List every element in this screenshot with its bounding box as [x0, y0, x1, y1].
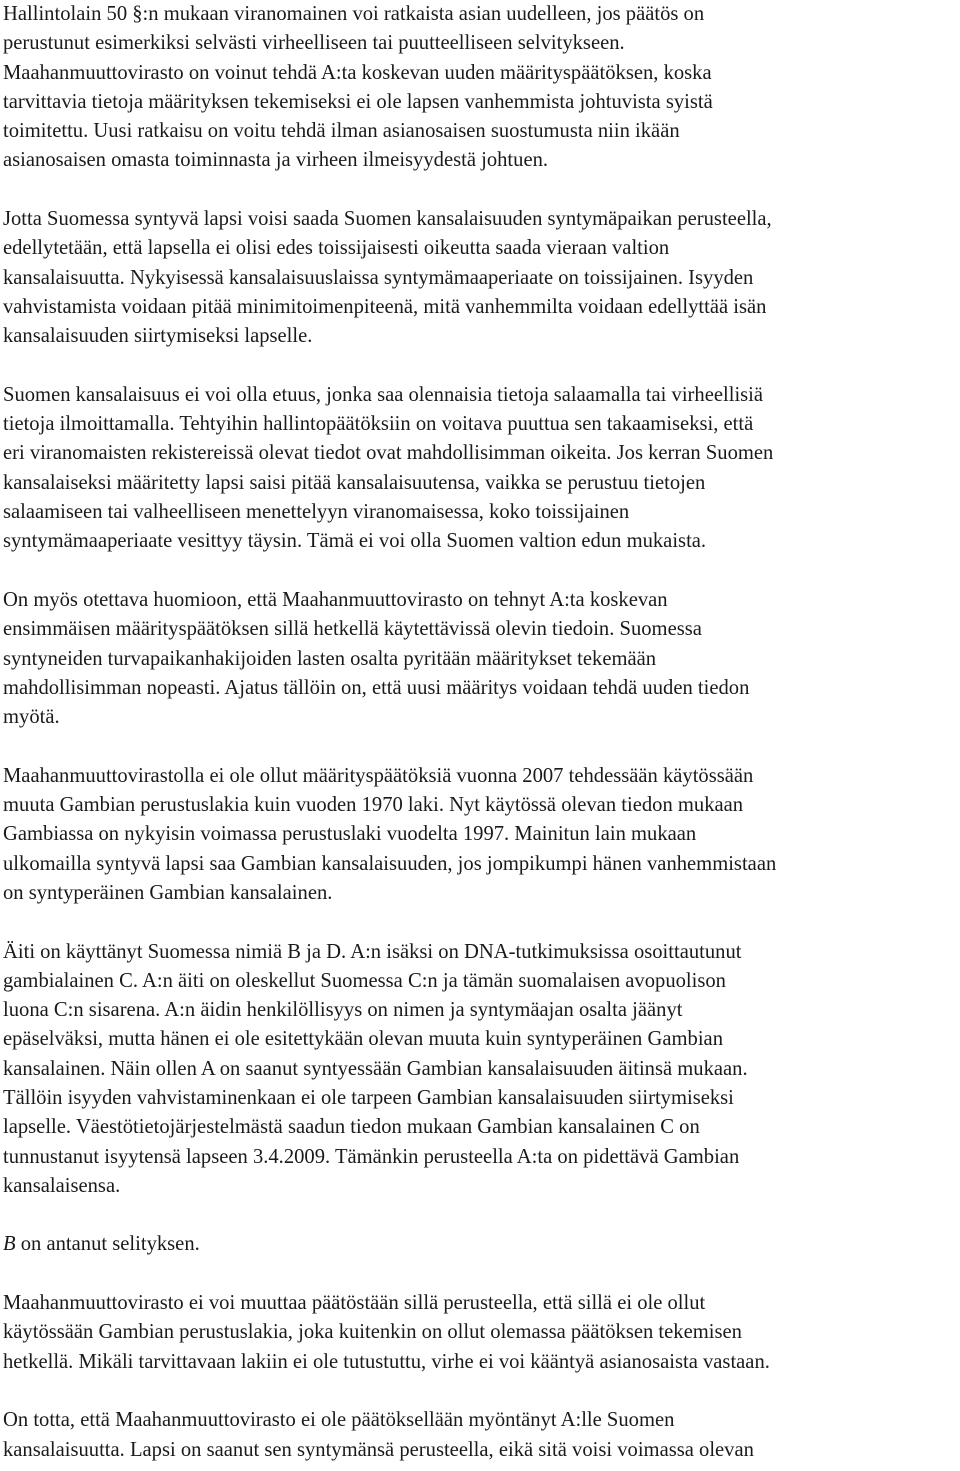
- text-line: Maahanmuuttovirasto on voinut tehdä A:ta koskevan uuden määrityspäätöksen, koska: [3, 61, 712, 84]
- paragraph-gap: [3, 1201, 960, 1230]
- text-line: kansalaisensa.: [3, 1174, 121, 1197]
- paragraph-8: [3, 1289, 960, 1377]
- text-line: Gambiassa on nykyisin voimassa perustuslaki vuodelta 1997. Mainitun lain mukaan: [3, 823, 697, 846]
- text-line: kansalainen. Näin ollen A on saanut syntyessään Gambian kansalaisuuden äitinsä mukaan.: [3, 1057, 748, 1080]
- paragraph-1: [3, 0, 960, 176]
- paragraph-gap: [3, 176, 960, 205]
- statement-text: on antanut selityksen.: [15, 1233, 200, 1256]
- paragraph-5: [3, 762, 960, 908]
- text-line: myötä.: [3, 706, 60, 729]
- text-line: [3, 1230, 960, 1259]
- text-line: salaamiseen tai valheelliseen menettelyyn viranomaisessa, koko toissijainen: [3, 501, 630, 524]
- text-line: kansalaisuuden siirtymiseksi lapselle.: [3, 325, 313, 348]
- text-line: syntyneiden turvapaikanhakijoiden lasten osalta pyritään määritykset tekemään: [3, 647, 657, 670]
- text-line: gambialainen C. A:n äiti on oleskellut Suomessa C:n ja tämän suomalaisen avopuolison: [3, 969, 726, 992]
- text-line: kansalaiseksi määritetty lapsi saisi pitää kansalaisuutensa, vaikka se perustuu tietojen: [3, 471, 706, 494]
- text-line: ulkomailla syntyvä lapsi saa Gambian kansalaisuuden, jos jompikumpi hänen vanhemmistaan: [3, 852, 777, 875]
- text-line: tarvittavia tietoja määrityksen tekemiseksi ei ole lapsen vanhemmista johtuvista syistä: [3, 90, 713, 113]
- text-line: ensimmäisen määrityspäätöksen sillä hetkellä käytettävissä olevin tiedoin. Suomessa: [3, 618, 702, 641]
- paragraph-gap: [3, 1260, 960, 1289]
- paragraph-gap: [3, 732, 960, 761]
- text-line: Suomen kansalaisuus ei voi olla etuus, jonka saa olennaisia tietoja salaamalla tai virheellisiä: [3, 383, 764, 406]
- text-line: Maahanmuuttovirastolla ei ole ollut määrityspäätöksiä vuonna 2007 tehdessään käytössään: [3, 764, 754, 787]
- text-line: asianosaisen omasta toiminnasta ja virheen ilmeisyydestä johtuen.: [3, 149, 549, 172]
- paragraph-gap: [3, 908, 960, 937]
- text-line: mahdollisimman nopeasti. Ajatus tällöin on, että uusi määritys voidaan tehdä uuden tiedon: [3, 676, 750, 699]
- text-line: kansalaisuutta. Nykyisessä kansalaisuuslaissa syntymämaaperiaate on toissijainen. Isyyden: [3, 266, 754, 289]
- text-line: syntymämaaperiaate vesittyy täysin. Tämä ei voi olla Suomen valtion edun mukaista.: [3, 530, 707, 553]
- text-line: eri viranomaisten rekistereissä olevat tiedot ovat mahdollisimman oikeita. Jos kerran Suomen: [3, 442, 774, 465]
- paragraph-2: [3, 205, 960, 351]
- text-line: lapselle. Väestötietojärjestelmästä saadun tiedon mukaan Gambian kansalainen C on: [3, 1116, 700, 1139]
- paragraph-4: [3, 586, 960, 732]
- text-line: Jotta Suomessa syntyvä lapsi voisi saada Suomen kansalaisuuden syntymäpaikan perusteella,: [3, 208, 772, 231]
- text-line: perustunut esimerkiksi selvästi virheelliseen tai puutteelliseen selvitykseen.: [3, 32, 625, 55]
- document-page: [3, 0, 960, 1465]
- text-line: vahvistamista voidaan pitää minimitoimenpiteenä, mitä vanhemmilta voidaan edellyttää isän: [3, 295, 767, 318]
- text-line: on syntyperäinen Gambian kansalainen.: [3, 881, 333, 904]
- paragraph-6: [3, 938, 960, 1202]
- text-line: kansalaisuutta. Lapsi on saanut sen syntymänsä perusteella, eikä sitä voisi voimassa olevan: [3, 1438, 754, 1461]
- text-line: edellytetään, että lapsella ei olisi edes toissijaisesti oikeutta saada vieraan valtion: [3, 237, 670, 260]
- text-line: On myös otettava huomioon, että Maahanmuuttovirasto on tehnyt A:ta koskevan: [3, 588, 668, 611]
- text-line: Hallintolain 50 §:n mukaan viranomainen voi ratkaista asian uudelleen, jos päätös on: [3, 3, 705, 25]
- text-line: muuta Gambian perustuslakia kuin vuoden 1970 laki. Nyt käytössä olevan tiedon mukaan: [3, 794, 744, 817]
- paragraph-9: [3, 1406, 960, 1465]
- text-line: tunnustanut isyytensä lapseen 3.4.2009. Tämänkin perusteella A:ta on pidettävä Gambian: [3, 1145, 740, 1168]
- text-line: Maahanmuuttovirasto ei voi muuttaa päätöstään sillä perusteella, että sillä ei ole ollut: [3, 1292, 706, 1315]
- paragraph-gap: [3, 1377, 960, 1406]
- text-line: hetkellä. Mikäli tarvittavaan lakiin ei ole tutustuttu, virhe ei voi kääntyä asianosaista vastaan.: [3, 1350, 770, 1373]
- text-line: On totta, että Maahanmuuttovirasto ei ole päätöksellään myöntänyt A:lle Suomen: [3, 1409, 675, 1432]
- paragraph-7: [3, 1230, 960, 1259]
- text-line: toimitettu. Uusi ratkaisu on voitu tehdä ilman asianosaisen suostumusta niin ikään: [3, 120, 680, 143]
- paragraph-gap: [3, 352, 960, 381]
- text-line: Tällöin isyyden vahvistaminenkaan ei ole tarpeen Gambian kansalaisuuden siirtymiseksi: [3, 1086, 734, 1109]
- text-line: käytössään Gambian perustuslakia, joka kuitenkin on ollut olemassa päätöksen tekemisen: [3, 1321, 742, 1344]
- paragraph-3: [3, 381, 960, 557]
- text-line: tietoja ilmoittamalla. Tehtyihin hallintopäätöksiin on voitava puuttua sen takaamiseksi, että: [3, 413, 754, 436]
- paragraph-gap: [3, 557, 960, 586]
- party-b-label: B: [3, 1233, 16, 1256]
- text-line: luona C:n sisarena. A:n äidin henkilöllisyys on nimen ja syntymäajan osalta jäänyt: [3, 999, 683, 1022]
- text-line: epäselväksi, mutta hänen ei ole esitettykään olevan muuta kuin syntyperäinen Gambian: [3, 1028, 723, 1051]
- text-line: Äiti on käyttänyt Suomessa nimiä B ja D. A:n isäksi on DNA-tutkimuksissa osoittautunut: [3, 940, 742, 963]
